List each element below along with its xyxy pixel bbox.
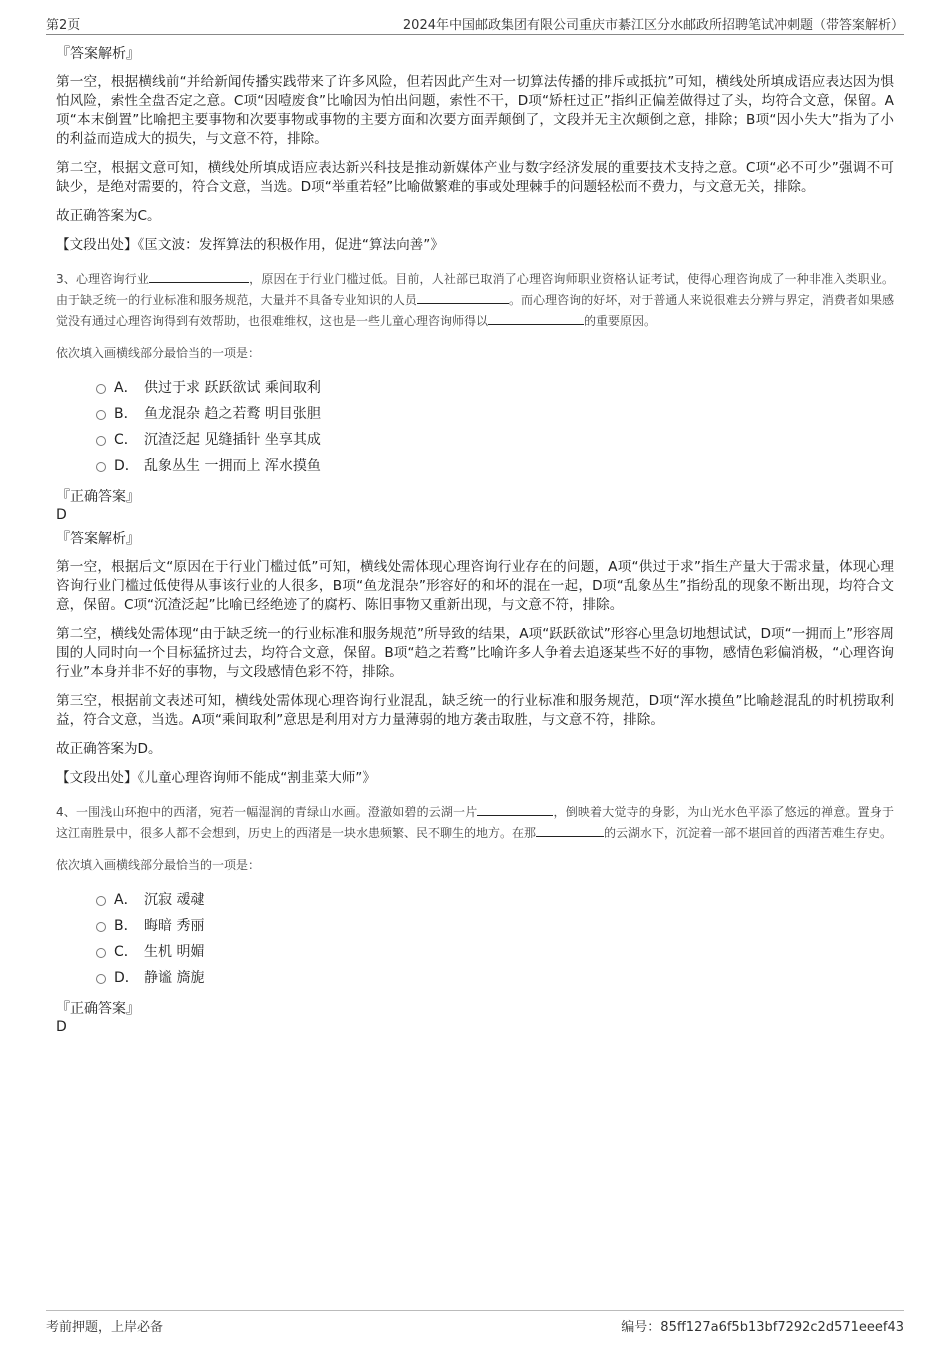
question-text-part: 的重要原因。 <box>584 314 657 328</box>
radio-icon[interactable] <box>96 436 106 446</box>
radio-icon[interactable] <box>96 384 106 394</box>
analysis-paragraph: 第二空，根据文意可知，横线处所填成语应表达新兴科技是推动新媒体产业与数字经济发展的重要技术支持之意。C项“必不可少”强调不可缺少，是绝对需要的，符合文意，当选。D项“举重若轻”比喻做繁难的事或处理棘手的问题轻松而不费力，与文意无关，排除。 <box>56 160 894 195</box>
correct-answer-heading: 『正确答案』 <box>56 1001 140 1017</box>
option-letter: C． <box>114 432 138 448</box>
option-d[interactable] <box>96 964 894 990</box>
correct-answer: D <box>56 1019 67 1035</box>
conclusion-text: 故正确答案为D。 <box>56 741 162 757</box>
page-header <box>46 12 904 35</box>
question-text-part: 的云湖水下，沉淀着一部不堪回首的西渚苦难生存史。 <box>604 826 893 840</box>
question-4 <box>56 802 894 1036</box>
option-text: 生机 明媚 <box>144 944 205 960</box>
analysis-paragraph: 第一空，根据横线前“并给新闻传播实践带来了许多风险，但若因此产生对一切算法传播的排斥或抵抗”可知，横线处所填成语应表达因为惧怕风险，索性全盘否定之意。C项“因噎废食”比喻因为怕出问题，索性不干，D项“矫枉过正”指纠正偏差做得过了头，均符合文意，保留。A项“本末倒置”比喻把主要事物和次要事物或事物的主要方面和次要方面弄颠倒了，文段并无主次颠倒之意，排除；B项“因小失大”指为了小的利益而造成大的损失，与文意不符，排除。 <box>56 74 894 147</box>
radio-icon[interactable] <box>96 948 106 958</box>
option-text: 供过于求 跃跃欲试 乘间取利 <box>144 380 321 396</box>
question-text <box>56 269 894 332</box>
option-letter: A． <box>114 380 138 396</box>
radio-icon[interactable] <box>96 410 106 420</box>
document-id: 编号：85ff127a6f5b13bf7292c2d571eeef43 <box>621 1320 904 1335</box>
option-b[interactable] <box>96 912 894 938</box>
question-text-part: 3、心理咨询行业 <box>56 272 149 286</box>
source-citation: 【文段出处】《儿童心理咨询师不能成“割韭菜大师”》 <box>56 770 376 786</box>
analysis-paragraph: 第三空，根据前文表述可知，横线处需体现心理咨询行业混乱，缺乏统一的行业标准和服务规范，D项“浑水摸鱼”比喻趁混乱的时机捞取利益，符合文意，当选。A项“乘间取利”意思是利用对方力量薄弱的地方袭击取胜，与文意不符，排除。 <box>56 693 894 728</box>
option-c[interactable] <box>96 938 894 964</box>
question-text-part: ，原因在于行业门槛过低。目前，人社部已取消了心理咨询师职业资格认证考试，使得心理咨询成了一种非准入类职业。由于缺乏统一的行业标准和服务规范，大量并不具备专业知识的人员 <box>56 272 894 307</box>
option-letter: D． <box>114 458 139 474</box>
option-text: 静谧 旖旎 <box>144 970 205 986</box>
fill-blank <box>536 824 604 837</box>
option-a[interactable] <box>96 886 894 912</box>
question-text <box>56 802 894 844</box>
option-letter: C． <box>114 944 138 960</box>
radio-icon[interactable] <box>96 974 106 984</box>
option-list <box>96 886 894 990</box>
question-prompt: 依次填入画横线部分最恰当的一项是： <box>56 858 261 872</box>
radio-icon[interactable] <box>96 896 106 906</box>
analysis-heading: 『答案解析』 <box>56 46 140 62</box>
correct-answer-heading: 『正确答案』 <box>56 489 140 505</box>
source-citation: 【文段出处】《匡文波：发挥算法的积极作用，促进“算法向善”》 <box>56 237 444 253</box>
option-letter: D． <box>114 970 139 986</box>
option-text: 鱼龙混杂 趋之若鹜 明目张胆 <box>144 406 321 422</box>
option-letter: A． <box>114 892 138 908</box>
option-list <box>96 374 894 478</box>
option-text: 晦暗 秀丽 <box>144 918 205 934</box>
option-letter: B． <box>114 918 138 934</box>
correct-answer: D <box>56 507 67 523</box>
page-footer <box>46 1310 904 1335</box>
analysis-heading: 『答案解析』 <box>56 531 140 547</box>
question-text-part: 。而心理咨询的好坏，对于普通人来说很难去分辨与界定，消费者如果感觉没有通过心理咨询得到有效帮助，也很难维权，这也是一些儿童心理咨询师得以 <box>56 293 894 328</box>
option-text: 乱象丛生 一拥而上 浑水摸鱼 <box>144 458 321 474</box>
option-a[interactable] <box>96 374 894 400</box>
option-c[interactable] <box>96 426 894 452</box>
analysis-paragraph: 第二空，横线处需体现“由于缺乏统一的行业标准和服务规范”所导致的结果，A项“跃跃欲试”形容心里急切地想试试，D项“一拥而上”形容周围的人同时向一个目标猛挤过去，均符合文意，保留。B项“趋之若鹜”比喻许多人争着去追逐某些不好的事物，感情色彩偏消极，“心理咨询行业”本身并非不好的事物，与文段感情色彩不符，排除。 <box>56 626 894 680</box>
fill-blank <box>417 291 509 304</box>
question-text-part: ，倒映着大觉寺的身影，为山光水色平添了悠远的禅意。置身于这江南胜景中，很多人都不会想到，历史上的西渚是一块水患频繁、民不聊生的地方。在那 <box>56 805 894 840</box>
document-title: 2024年中国邮政集团有限公司重庆市綦江区分水邮政所招聘笔试冲刺题（带答案解析） <box>402 18 904 33</box>
page-number: 第2页 <box>46 18 81 33</box>
page-content <box>56 45 894 1042</box>
conclusion-text: 故正确答案为C。 <box>56 208 161 224</box>
fill-blank <box>477 803 553 816</box>
fill-blank <box>149 270 249 283</box>
analysis-paragraph: 第一空，根据后文“原因在于行业门槛过低”可知，横线处需体现心理咨询行业存在的问题，A项“供过于求”指生产量大于需求量，体现心理咨询行业门槛过低使得从事该行业的人很多，B项“鱼龙混杂”形容好的和坏的混在一起，D项“乱象丛生”指纷乱的现象不断出现，均符合文意，保留。C项“沉渣泛起”比喻已经绝迹了的腐朽、陈旧事物又重新出现，与文意不符，排除。 <box>56 559 894 613</box>
question-text-part: 4、一围浅山环抱中的西渚，宛若一幅湿润的青绿山水画。澄澈如碧的云湖一片 <box>56 805 478 819</box>
option-text: 沉寂 叆叇 <box>144 892 205 908</box>
question-3 <box>56 269 894 788</box>
fill-blank <box>488 312 584 325</box>
question-prompt: 依次填入画横线部分最恰当的一项是： <box>56 346 261 360</box>
option-text: 沉渣泛起 见缝插针 坐享其成 <box>144 432 321 448</box>
option-b[interactable] <box>96 400 894 426</box>
radio-icon[interactable] <box>96 462 106 472</box>
footer-slogan: 考前押题，上岸必备 <box>46 1320 164 1335</box>
option-d[interactable] <box>96 452 894 478</box>
option-letter: B． <box>114 406 138 422</box>
radio-icon[interactable] <box>96 922 106 932</box>
